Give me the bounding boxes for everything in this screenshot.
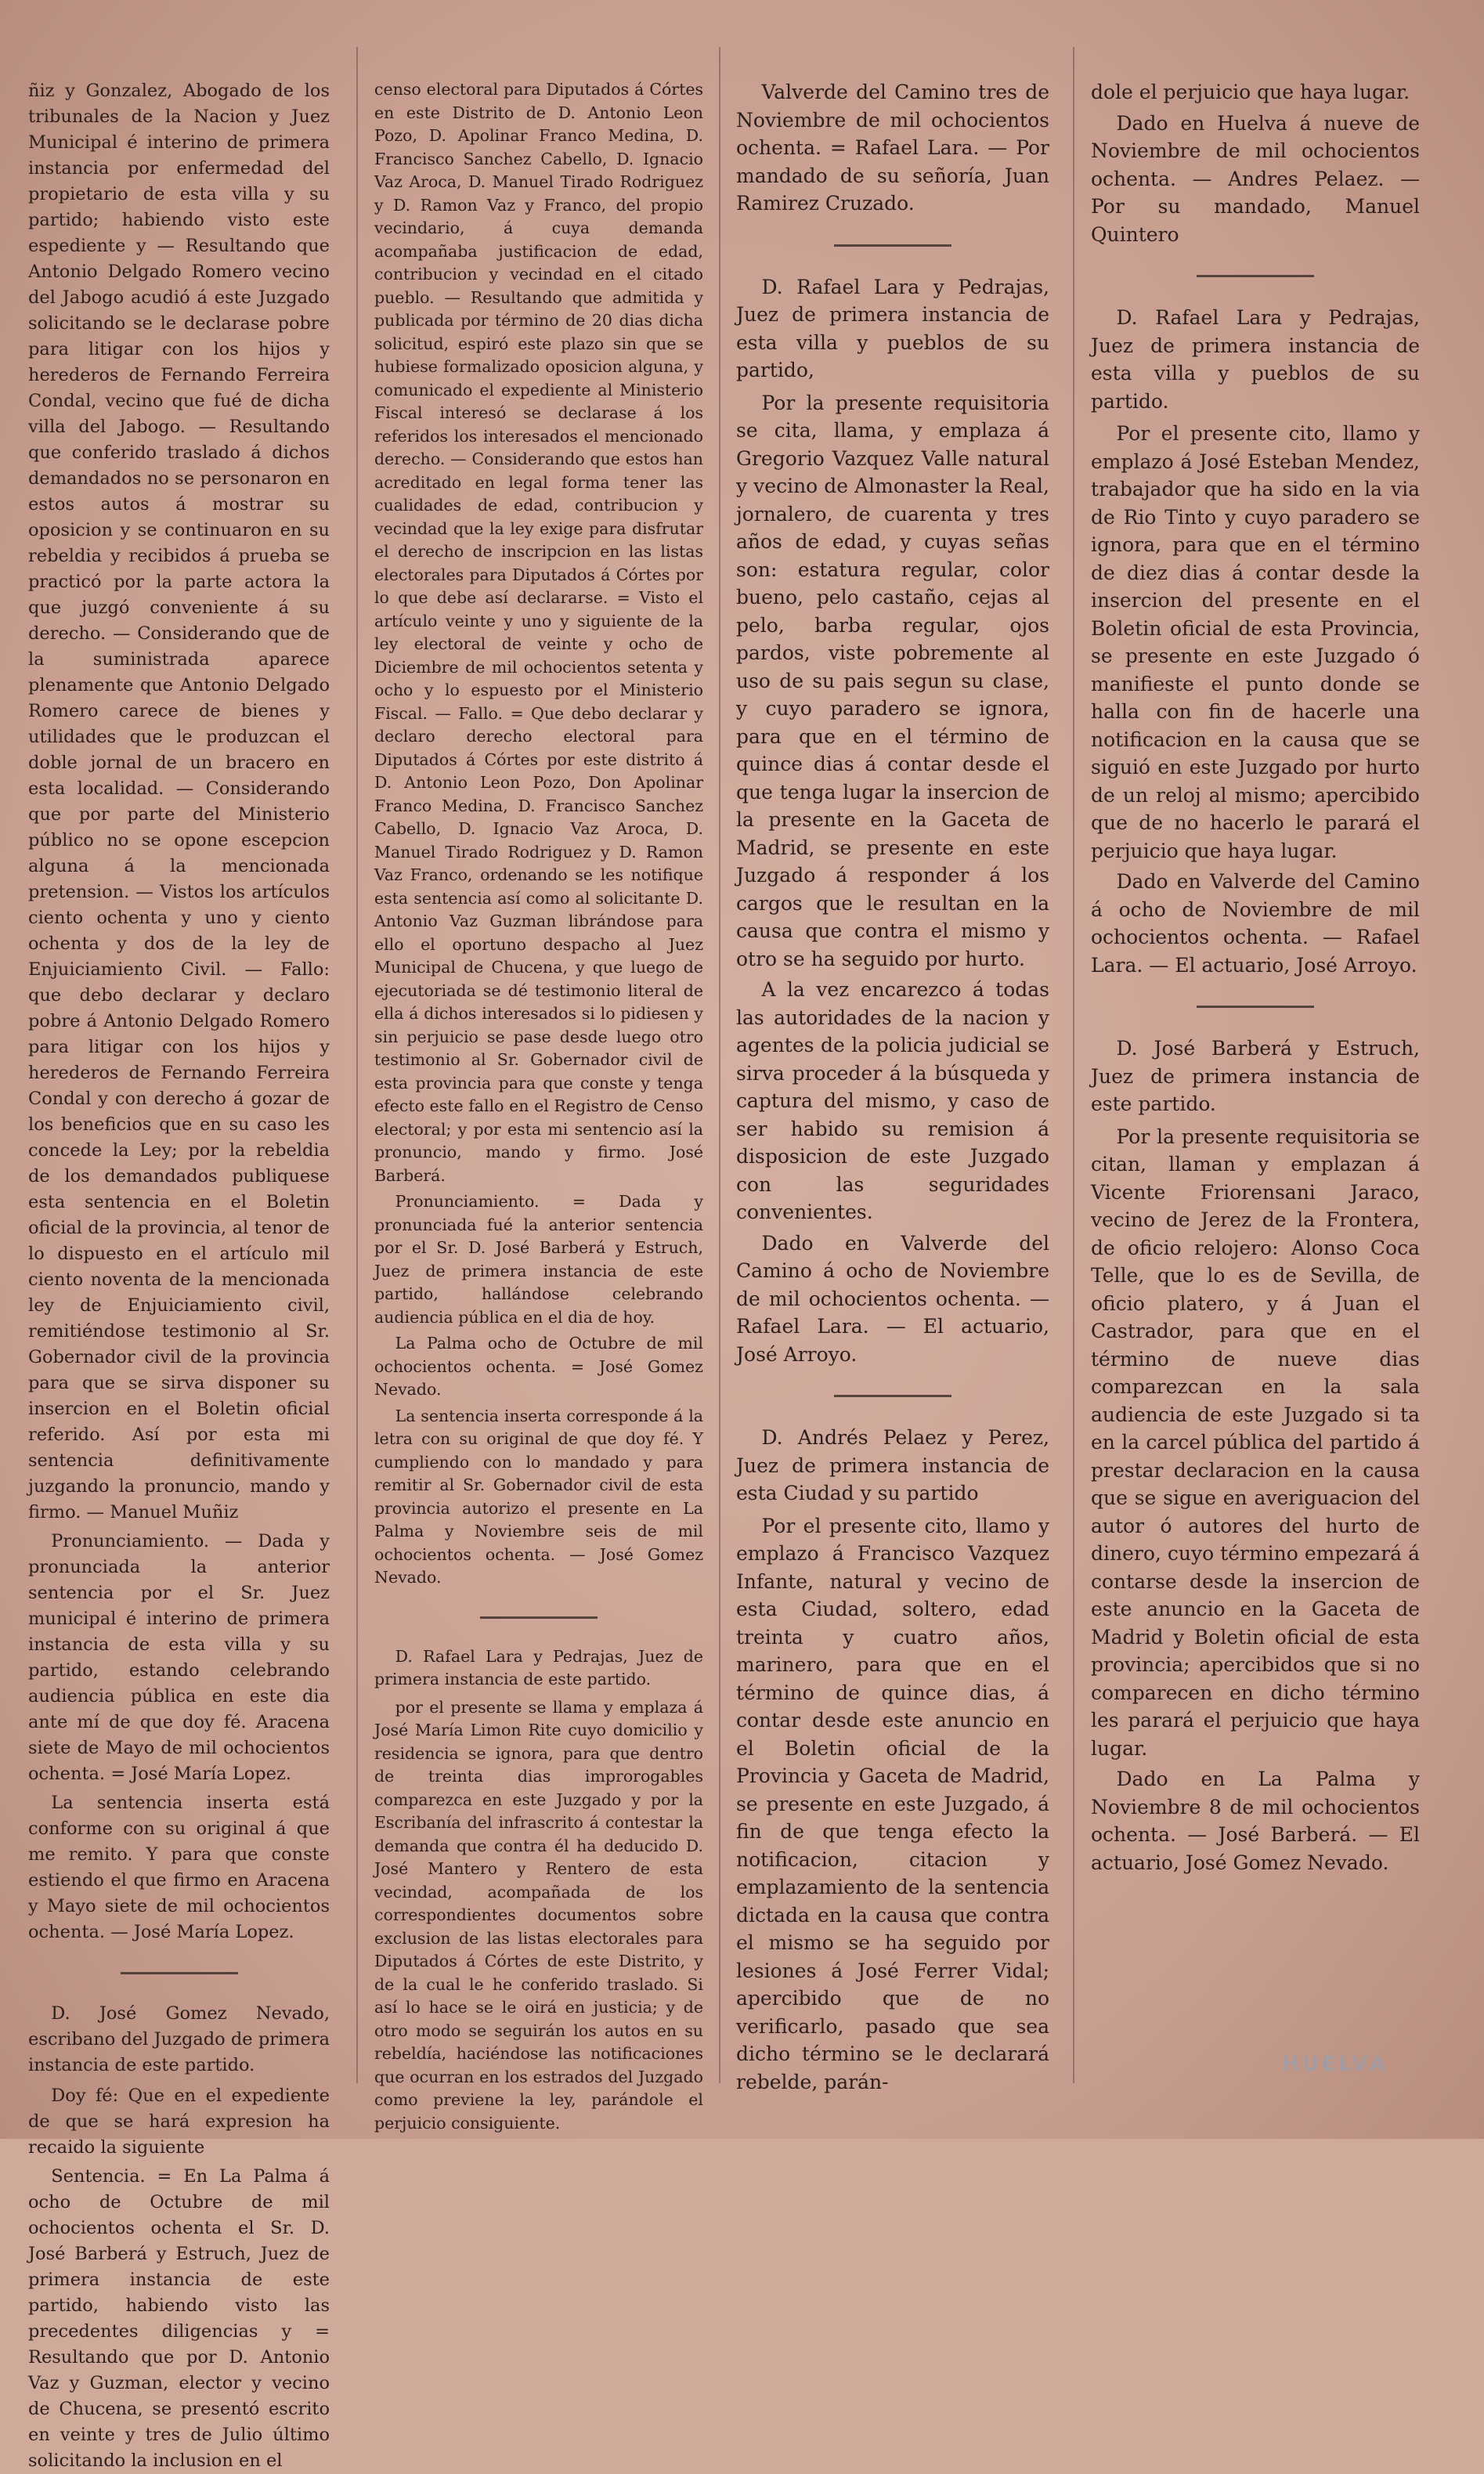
notice-heading: D. José Gomez Nevado, escribano del Juzgado de primera instancia de este partido.: [28, 2003, 330, 2075]
paragraph: Por el presente cito, llamo y emplazo á Francisco Vazquez Infante, natural y vecino de esta Ciudad, soltero, edad treinta y cuatro años, marinero, para que en el término de quince dias, á contar desde este anuncio en el Boletin oficial de la Provincia y Gaceta de Madrid, se presente en este Juzgado, á fin de que tenga efecto la notificacion, citacion y emplazamiento de la sentencia dictada en la causa que contra el mismo se ha seguido por lesiones á José Ferrer Vidal; apercibido que de no verificarlo, pasado que sea dicho término se le declarará rebelde, parán-: [736, 1514, 1049, 2093]
paragraph: La sentencia inserta corresponde á la letra con su original de que doy fé. Y cumpliendo con lo mandado y para remitir al Sr. Gobernador civil de esta provincia autorizo el presente en La Palma y Noviembre seis de mil ochocientos ochenta. — José Gomez Nevado.: [374, 1406, 703, 1587]
paragraph: Dado en Huelva á nueve de Noviembre de mil ochocientos ochenta. — Andres Pelaez. — Por su mandado, Manuel Quintero: [1091, 111, 1420, 246]
paragraph: dole el perjuicio que haya lugar.: [1091, 81, 1410, 103]
paragraph: ñiz y Gonzalez, Abogado de los tribunales de la Nacion y Juez Municipal é interino de primera instancia por enfermedad del propietario de esta villa y su partido; habiendo visto este espediente y — Resultando que Antonio Delgado Romero vecino del Jabogo acudió á este Juzgado solicitando se le declarase pobre para litigar con los hijos y herederos de Fernando Ferreira Condal, vecino que fué de dicha villa del Jabogo. — Resultando que conferido traslado á dichos demandados no se personaron en estos autos á mostrar su oposicion y se continuaron en su rebeldia y recibidos á prueba se practicó por la parte actora la que juzgó conveniente á su derecho. — Considerando que de la suministrada aparece plenamente que Antonio Delgado Romero carece de bienes y utilidades que le produzcan el doble jornal de un bracero en esta localidad. — Considerando que por parte del Ministerio público no se opone escepcion alguna á la mencionada pretension. — Vistos los artículos ciento ochenta y uno y ciento ochenta y dos de la ley de Enjuiciamiento Civil. — Fallo: que debo declarar y declaro pobre á Antonio Delgado Romero para litigar con los hijos y herederos de Fernando Ferreira Condal y con derecho á gozar de los beneficios que en su caso les concede la Ley; por la rebeldia de los demandados publiquese esta sentencia en el Boletin oficial de la provincia, al tenor de lo dispuesto en el artículo mil ciento noventa de la mencionada ley de Enjuiciamiento civil, remitiéndose testimonio al Sr. Gobernador civil de la provincia para que se sirva disponer su insercion en el Boletin oficial referido. Así por esta mi sentencia definitivamente juzgando la pronuncio, mando y firmo. — Manuel Muñiz: [28, 81, 330, 1522]
paragraph: Valverde del Camino tres de Noviembre de mil ochocientos ochenta. = Rafael Lara. — Por mandado de su señoría, Juan Ramirez Cruzado.: [736, 81, 1049, 215]
column-4: [1091, 78, 1420, 2083]
notice-heading: D. Andrés Pelaez y Perez, Juez de primera instancia de esta Ciudad y su partido: [736, 1426, 1049, 1504]
paragraph: Dado en La Palma y Noviembre 8 de mil ochocientos ochenta. — José Barberá. — El actuario, José Gomez Nevado.: [1091, 1768, 1420, 1874]
paragraph: Dado en Valverde del Camino á ocho de Noviembre de mil ochocientos ochenta. — Rafael Lara. — El actuario, José Arroyo.: [736, 1231, 1049, 1366]
paragraph: La Palma ocho de Octubre de mil ochocientos ochenta. = José Gomez Nevado.: [374, 1334, 703, 1399]
paragraph: Por la presente requisitoria se citan, llaman y emplazan á Vicente Friorensani Jaraco, vecino de Jerez de la Frontera, de oficio relojero: Alonso Coca Telle, que lo es de Sevilla, de oficio platero, y á Juan el Castrador, para que en el término de nueve dias comparezcan en la sala audiencia de este Juzgado si ta en la carcel pública del partido á prestar declaracion en la causa que se sigue en averiguacion del autor ó autores del hurto de dinero, cuyo término empezará á contarse desde la insercion de este anuncio en la Gaceta de Madrid y Boletin oficial de esta provincia; apercibidos que si no comparecen en dicho término les parará el perjuicio que haya lugar.: [1091, 1125, 1420, 1760]
paragraph: Pronunciamiento. — Dada y pronunciada la anterior sentencia por el Sr. Juez municipal é interino de primera instancia de esta villa y su partido, estando celebrando audiencia pública en este dia ante mí de que doy fé. Aracena siete de Mayo de mil ochocientos ochenta. = José María Lopez.: [28, 1531, 330, 1784]
paragraph: Por la presente requisitoria se cita, llama, y emplaza á Gregorio Vazquez Valle natural y vecino de Almonaster la Real, jornalero, de cuarenta y tres años de edad, y cuyas señas son: estatura regular, color bueno, pelo castaño, cejas al pelo, barba regular, ojos pardos, viste pobremente al uso de su pais segun su clase, y cuyo paradero se ignora, para que en el término de quince dias á contar desde el que tenga lugar la insercion de la presente en la Gaceta de Madrid, se presente en este Juzgado á responder á los cargos que le resultan en la causa que contra el mismo y otro se ha seguido por hurto.: [736, 391, 1049, 970]
separator-rule: [1197, 275, 1314, 277]
column-2: [374, 78, 703, 2133]
column-rule: [356, 47, 358, 2083]
column-rule: [719, 47, 720, 2083]
notice-heading: D. Rafael Lara y Pedrajas, Juez de primera instancia de esta villa y pueblos de su partido.: [1091, 306, 1420, 413]
separator-rule: [121, 1972, 238, 1974]
library-watermark: HUELVA: [1281, 2053, 1389, 2076]
column-1: [28, 78, 330, 2471]
notice-heading: D. José Barberá y Estruch, Juez de primera instancia de este partido.: [1091, 1037, 1420, 1115]
notice-heading: D. Rafael Lara y Pedrajas, Juez de primera instancia de esta villa y pueblos de su partido,: [736, 275, 1049, 381]
paragraph: A la vez encarezco á todas las autoridades de la nacion y agentes de la policia judicial se sirva proceder á la búsqueda y captura del mismo, y caso de ser habido su remision á disposicion de este Juzgado con las seguridades convenientes.: [736, 978, 1049, 1223]
notice-heading: D. Rafael Lara y Pedrajas, Juez de primera instancia de este partido.: [374, 1646, 703, 1688]
paragraph: Sentencia. = En La Palma á ocho de Octubre de mil ochocientos ochenta el Sr. D. José Barberá y Estruch, Juez de primera instancia de este partido, habiendo visto las precedentes diligencias y = Resultando que por D. Antonio Vaz y Guzman, elector y vecino de Chucena, se presentó escrito en veinte y tres de Julio último solicitando la inclusion en el: [28, 2166, 330, 2471]
separator-rule: [834, 244, 951, 247]
column-3: [736, 78, 1049, 2093]
paragraph: Por el presente cito, llamo y emplazo á José Esteban Mendez, trabajador que ha sido en la via de Rio Tinto y cuyo paradero se ignora, para que en el término de diez dias á contar desde la insercion del presente en el Boletin oficial de esta Provincia, se presente en este Juzgado ó manifieste el punto donde se halla con fin de hacerle una notificacion en la causa que se siguió en este Juzgado por hurto de un reloj al mismo; apercibido que de no hacerlo le parará el perjuicio que haya lugar.: [1091, 422, 1420, 862]
separator-rule: [480, 1616, 598, 1619]
paragraph: Doy fé: Que en el expediente de que se hará expresion ha recaido la siguiente: [28, 2086, 330, 2158]
paragraph: censo electoral para Diputados á Córtes en este Distrito de D. Antonio Leon Pozo, D. Apolinar Franco Medina, D. Francisco Sanchez Cabello, D. Ignacio Vaz Aroca, D. Manuel Tirado Rodriguez y D. Ramon Vaz y Franco, del propio vecindario, á cuya demanda acompañaba justificacion de edad, contribucion y vecindad en el citado pueblo. — Resultando que admitida y publicada por término de 20 dias dicha solicitud, espiró este plazo sin que se hubiese formalizado oposicion alguna, y comunicado el expediente al Ministerio Fiscal interesó se declarase á los referidos los interesados el mencionado derecho. — Considerando que estos han acreditado en legal forma tener las cualidades de edad, contribucion y vecindad que la ley exige para disfrutar el derecho de inscripcion en las listas electorales para Diputados á Córtes por lo que debe así declararse. = Visto el artículo veinte y uno y siguiente de la ley electoral de veinte y ocho de Diciembre de mil ochocientos setenta y ocho y lo espuesto por el Ministerio Fiscal. — Fallo. = Que debo declarar y declaro derecho electoral para Diputados á Córtes por este distrito á D. Antonio Leon Pozo, Don Apolinar Franco Medina, D. Francisco Sanchez Cabello, D. Ignacio Vaz Aroca, D. Manuel Tirado Rodriguez y D. Ramon Vaz Franco, ordenando se les notifique esta sentencia así como al solicitante D. Antonio Vaz Guzman librándose para ello el oportuno despacho al Juez Municipal de Chucena, y que luego de ejecutoriada se dé testimonio literal de ella á dichos interesados si lo pidiesen y sin perjuicio se pase desde luego otro testimonio al Sr. Gobernador civil de esta provincia para que conste y tenga efecto este fallo en el Registro de Censo electoral; y por esta mi sentencio así la pronuncio, mando y firmo. José Barberá.: [374, 80, 703, 1185]
separator-rule: [834, 1395, 951, 1397]
paragraph: por el presente se llama y emplaza á José María Limon Rite cuyo domicilio y residencia se ignora, para que dentro de treinta dias improrogables comparezca en este Juzgado y por la Escribanía del infrascrito á contestar la demanda que contra él ha deducido D. José Mantero y Rentero de esta vecindad, acompañada de los correspondientes documentos sobre exclusion de las listas electorales para Diputados á Córtes de este Distrito, y de la cual le he conferido traslado. Si así lo hace se le oirá en justicia; y de otro modo se seguirán los autos en su rebeldía, haciéndose las notificaciones que ocurran en los estrados del Juzgado como previene la ley, parándole el perjuicio consiguiente.: [374, 1697, 703, 2133]
column-rule: [1073, 47, 1074, 2083]
separator-rule: [1197, 1006, 1314, 1008]
paragraph: Pronunciamiento. = Dada y pronunciada fué la anterior sentencia por el Sr. D. José Barberá y Estruch, Juez de primera instancia de este partido, hallándose celebrando audiencia pública en el dia de hoy.: [374, 1192, 703, 1327]
paragraph: Dado en Valverde del Camino á ocho de Noviembre de mil ochocientos ochenta. — Rafael Lara. — El actuario, José Arroyo.: [1091, 870, 1420, 977]
paragraph: La sentencia inserta está conforme con su original á que me remito. Y para que conste estiendo el que firmo en Aracena y Mayo siete de mil ochocientos ochenta. — José María Lopez.: [28, 1793, 330, 1942]
